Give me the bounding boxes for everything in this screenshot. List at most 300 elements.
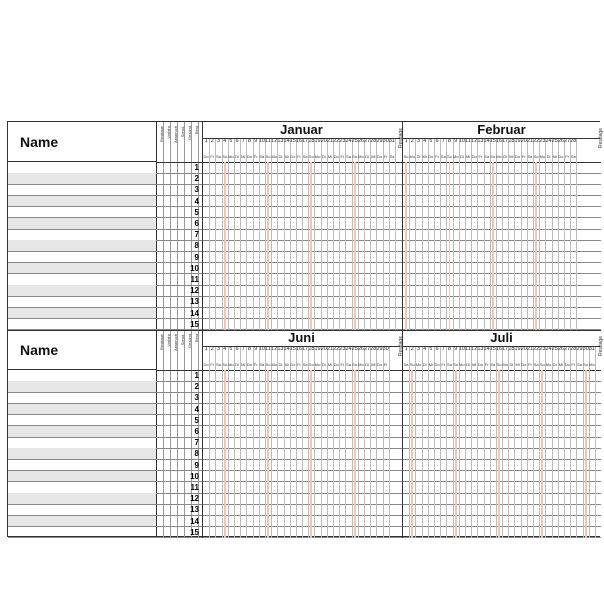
day-column-line <box>453 346 454 538</box>
day-column-line <box>484 138 485 330</box>
weekday-label: Mo <box>539 154 546 159</box>
weekday-label: Mi <box>371 362 376 367</box>
sunday-column <box>310 162 312 330</box>
day-number: 9 <box>454 346 458 352</box>
day-number: 4 <box>223 138 227 144</box>
day-number: 3 <box>416 138 420 144</box>
day-number: 28 <box>570 138 577 144</box>
day-number: 16 <box>495 138 503 144</box>
day-number: 28 <box>370 138 377 144</box>
day-number: 19 <box>514 138 521 144</box>
sunday-column <box>224 162 226 330</box>
day-number: 8 <box>447 138 451 144</box>
day-column-line <box>539 138 540 330</box>
weekday-label: So <box>539 362 545 367</box>
month-januar <box>202 122 400 330</box>
day-number: 4 <box>223 346 227 352</box>
weekday-label: Sa <box>346 362 351 367</box>
day-column-line <box>465 346 466 538</box>
stat-column-label: Sonst. <box>180 334 185 346</box>
weekday-label: Fr <box>383 362 388 367</box>
day-number: 14 <box>283 346 290 352</box>
day-number: 11 <box>465 346 471 352</box>
day-column-line <box>558 138 559 330</box>
day-column-line <box>465 138 466 330</box>
day-number: 5 <box>429 346 433 352</box>
day-number: 21 <box>326 346 334 352</box>
row-number: 5 <box>194 207 199 217</box>
weekday-label: Do <box>428 154 434 159</box>
day-number: 13 <box>477 346 484 352</box>
weekday-label: Mi <box>422 154 427 159</box>
day-number: 18 <box>308 138 315 144</box>
day-number: 27 <box>564 138 571 144</box>
day-number: 13 <box>277 346 284 352</box>
weekday-label: Mo <box>589 362 595 367</box>
day-number: 5 <box>229 346 233 352</box>
weekday-label: Sa <box>302 362 308 367</box>
weekday-label: Mi <box>371 154 376 159</box>
day-number: 8 <box>447 346 451 352</box>
row-number: 13 <box>190 505 199 515</box>
day-column-line <box>234 346 235 538</box>
day-number: 25 <box>551 138 558 144</box>
weekday-label: Sa <box>446 362 452 367</box>
weekday-label: So <box>265 362 271 367</box>
row-number: 11 <box>190 275 199 284</box>
day-row-rule <box>203 346 400 347</box>
weekday-label: So <box>265 154 271 159</box>
weekday-label: Do <box>564 362 570 367</box>
weekday-label: Do <box>246 362 252 367</box>
weekday-label: Mi <box>428 362 433 367</box>
day-number: 10 <box>458 346 465 352</box>
day-column-line <box>370 346 371 538</box>
weekday-label: Do <box>290 362 296 367</box>
day-number: 17 <box>302 346 309 352</box>
weekday-label: Mo <box>545 362 552 367</box>
sunday-column <box>405 162 407 330</box>
day-column-line <box>321 346 322 538</box>
day-column-line <box>352 138 353 330</box>
weekday-label: So <box>352 362 358 367</box>
day-number: 1 <box>204 138 208 144</box>
day-number: 1 <box>404 346 408 352</box>
weekday-label: Mo <box>271 154 277 159</box>
day-column-line <box>290 346 291 538</box>
row-number: 2 <box>194 174 199 184</box>
vacation-planner-sheet <box>7 121 604 537</box>
row-number: 10 <box>190 263 199 273</box>
weekday-label: Mi <box>284 154 289 159</box>
day-number: 4 <box>423 138 427 144</box>
day-number: 20 <box>320 138 327 144</box>
day-column-line <box>376 346 377 538</box>
day-number: 8 <box>247 138 251 144</box>
day-number: 29 <box>576 346 583 352</box>
weekday-label: Fr <box>340 362 345 367</box>
day-column-line <box>228 138 229 330</box>
weekday-label: Do <box>521 362 527 367</box>
weekday-label: Di <box>235 154 239 159</box>
day-number: 30 <box>582 346 589 352</box>
day-column-line <box>471 138 472 330</box>
day-column-line <box>428 138 429 330</box>
day-column-line <box>308 346 309 538</box>
day-column-line <box>253 346 254 538</box>
sunday-column <box>498 370 500 538</box>
weekday-label: So <box>222 362 228 367</box>
weekday-label: Sa <box>440 154 446 159</box>
weekday-label: Fr <box>478 154 483 159</box>
row-number: 4 <box>194 196 199 206</box>
day-number: 14 <box>483 138 490 144</box>
day-column-line <box>570 346 571 538</box>
day-number: 24 <box>345 346 352 352</box>
weekday-label: Mo <box>271 362 277 367</box>
day-column-line <box>314 346 315 538</box>
day-column-line <box>215 138 216 330</box>
stat-column-label: Resttage <box>159 334 164 351</box>
weekday-label: Do <box>333 154 339 159</box>
day-number: 7 <box>441 346 445 352</box>
day-column-line <box>545 138 546 330</box>
day-column-line <box>490 138 491 330</box>
day-number: 18 <box>308 346 315 352</box>
day-column-line <box>277 138 278 330</box>
day-column-line <box>246 346 247 538</box>
day-number: 7 <box>441 138 445 144</box>
day-number: 14 <box>483 346 490 352</box>
day-column-line <box>440 346 441 538</box>
planner-block <box>8 330 604 538</box>
day-number: 22 <box>533 138 540 144</box>
day-number: 2 <box>210 138 214 144</box>
day-number: 16 <box>295 138 303 144</box>
day-number: 7 <box>241 138 245 144</box>
weekday-label: Mo <box>496 154 502 159</box>
day-column-line <box>564 138 565 330</box>
weekday-label: Sa <box>570 154 576 159</box>
weekday-label: Di <box>278 362 283 367</box>
month-title: Januar <box>280 122 323 137</box>
day-number: 11 <box>265 346 271 352</box>
block-divider <box>8 330 601 331</box>
day-column-line <box>395 138 396 330</box>
day-column-line <box>490 346 491 538</box>
weekday-label: So <box>446 154 452 159</box>
day-number: 11 <box>265 138 271 144</box>
sunday-column <box>492 162 494 330</box>
day-number: 6 <box>435 346 439 352</box>
day-number: 15 <box>289 138 296 144</box>
day-column-line <box>345 346 346 538</box>
weekday-label: So <box>453 362 459 367</box>
day-column-line <box>383 138 384 330</box>
day-number: 22 <box>333 346 340 352</box>
weekday-label: Do <box>477 362 483 367</box>
weekday-label: Fr <box>340 154 345 159</box>
rest-column-label: Resttage <box>398 128 404 149</box>
row-number: 8 <box>194 449 199 459</box>
day-column-line <box>434 138 435 330</box>
weekday-label: So <box>490 154 496 159</box>
stat-column-label: Anspruch <box>173 334 178 351</box>
stat-column-label: Sonst. <box>180 126 185 138</box>
day-number: 16 <box>295 346 303 352</box>
day-column-line <box>409 138 410 330</box>
weekday-label: Do <box>246 154 252 159</box>
day-column-line <box>453 138 454 330</box>
day-number: 20 <box>520 346 527 352</box>
row-number: 6 <box>194 219 199 228</box>
rest-column-label: Resttage <box>398 336 404 357</box>
day-number: 22 <box>333 138 340 144</box>
month-title: Juni <box>288 330 315 345</box>
day-column-line <box>284 138 285 330</box>
row-number: 3 <box>194 393 199 403</box>
day-number: 12 <box>271 346 278 352</box>
weekday-label: Mi <box>327 154 333 159</box>
day-row-rule <box>203 138 400 139</box>
day-number: 16 <box>495 346 503 352</box>
day-number: 6 <box>235 138 239 144</box>
row-number: 7 <box>194 230 199 240</box>
sunday-column <box>310 370 312 538</box>
day-column-line <box>502 346 503 538</box>
day-number: 6 <box>235 346 239 352</box>
day-number: 7 <box>241 346 245 352</box>
day-number: 17 <box>302 138 309 144</box>
weekday-label: Mo <box>228 154 234 159</box>
weekday-label: Mi <box>465 154 471 159</box>
weekday-label: Sa <box>259 154 265 159</box>
day-column-line <box>246 138 247 330</box>
weekday-label: Sa <box>346 154 351 159</box>
day-number: 12 <box>271 138 278 144</box>
day-column-line <box>459 138 460 330</box>
weekday-label: Di <box>365 154 370 159</box>
day-column-line <box>222 346 223 538</box>
weekday-label: So <box>222 154 228 159</box>
weekday-label: Fr <box>210 362 215 367</box>
weekday-label: Fr <box>253 154 258 159</box>
weekday-label: Di <box>466 362 470 367</box>
stat-column-label: Resttage <box>159 126 164 143</box>
weekday-label: Sa <box>533 362 539 367</box>
weekday-label: Mi <box>509 154 514 159</box>
day-number: 27 <box>364 138 371 144</box>
weekday-label: Mi <box>241 154 246 159</box>
day-number: 9 <box>254 346 258 352</box>
weekday-label: Fr <box>528 362 532 367</box>
day-number: 18 <box>508 138 515 144</box>
day-number: 10 <box>458 138 465 144</box>
sunday-column <box>354 162 356 330</box>
weekday-label: Di <box>321 154 326 159</box>
day-column-line <box>422 138 423 330</box>
row-number: 5 <box>194 415 199 425</box>
weekday-label: Fr <box>435 154 439 159</box>
day-column-line <box>576 138 577 330</box>
day-column-line <box>228 346 229 538</box>
day-column-line <box>296 346 297 538</box>
day-row-rule <box>403 138 600 139</box>
sunday-column <box>535 162 537 330</box>
day-column-line <box>570 138 571 330</box>
weekday-label: Do <box>376 362 383 367</box>
month-februar <box>402 122 600 330</box>
day-number: 8 <box>247 346 251 352</box>
weekday-label: Sa <box>527 154 533 159</box>
day-number: 14 <box>283 138 290 144</box>
day-column-line <box>527 346 528 538</box>
month-title: Februar <box>477 122 526 137</box>
day-number: 23 <box>539 138 546 144</box>
day-column-line <box>333 138 334 330</box>
day-column-line <box>477 138 478 330</box>
day-column-line <box>496 138 497 330</box>
day-column-line <box>583 346 584 538</box>
day-number: 2 <box>410 346 414 352</box>
day-number: 9 <box>454 138 458 144</box>
weekday-label: So <box>352 154 358 159</box>
day-column-line <box>415 346 416 538</box>
day-column-line <box>459 346 460 538</box>
day-number: 24 <box>545 346 552 352</box>
day-number: 24 <box>545 138 552 144</box>
day-column-line <box>558 346 559 538</box>
day-column-line <box>508 138 509 330</box>
sunday-column <box>541 370 543 538</box>
day-column-line <box>527 138 528 330</box>
stat-column-label: Rest <box>194 126 199 135</box>
weekday-label: Mo <box>314 362 321 367</box>
day-number: 6 <box>435 138 439 144</box>
day-column-line <box>446 346 447 538</box>
day-column-line <box>339 138 340 330</box>
day-number: 26 <box>557 138 564 144</box>
day-number: 24 <box>345 138 352 144</box>
day-column-line <box>446 138 447 330</box>
day-column-line <box>259 138 260 330</box>
day-column-line <box>259 346 260 538</box>
weekday-label: So <box>496 362 502 367</box>
day-column-line <box>290 138 291 330</box>
day-number: 2 <box>410 138 414 144</box>
day-number: 29 <box>376 346 383 352</box>
day-column-line <box>333 346 334 538</box>
row-number: 1 <box>194 163 199 172</box>
day-column-line <box>409 346 410 538</box>
day-column-line <box>284 346 285 538</box>
day-number: 20 <box>320 346 327 352</box>
day-column-line <box>508 346 509 538</box>
day-number: 11 <box>465 138 471 144</box>
day-column-line <box>265 346 266 538</box>
stat-column-label: Vorjahr <box>166 334 171 347</box>
row-number: 13 <box>190 297 199 307</box>
day-number: 29 <box>376 138 383 144</box>
day-column-line <box>434 346 435 538</box>
sunday-column <box>449 162 451 330</box>
day-column-line <box>496 346 497 538</box>
sunday-column <box>411 370 413 538</box>
day-number: 10 <box>258 138 265 144</box>
day-number: 3 <box>216 346 220 352</box>
day-number: 15 <box>489 346 496 352</box>
day-column-line <box>552 346 553 538</box>
weekday-label: Di <box>546 154 551 159</box>
day-number: 4 <box>423 346 427 352</box>
weekday-label: Do <box>203 154 209 159</box>
day-number: 26 <box>557 346 564 352</box>
row-number: 3 <box>194 185 199 195</box>
row-number: 1 <box>194 371 199 380</box>
day-column-line <box>564 346 565 538</box>
day-number: 21 <box>526 346 534 352</box>
weekday-label: Sa <box>216 154 221 159</box>
day-column-line <box>296 138 297 330</box>
day-number: 21 <box>326 138 334 144</box>
weekday-label: Sa <box>577 362 582 367</box>
weekday-label: Di <box>552 362 557 367</box>
rest-column-label: Resttage <box>598 128 604 149</box>
weekday-label: Di <box>235 362 239 367</box>
day-number: 25 <box>351 138 358 144</box>
day-column-line <box>415 138 416 330</box>
row-number: 12 <box>190 494 199 504</box>
day-column-line <box>383 346 384 538</box>
day-number: 26 <box>357 138 364 144</box>
weekday-label: Di <box>503 154 508 159</box>
day-number: 25 <box>351 346 358 352</box>
day-number: 23 <box>539 346 546 352</box>
day-column-line <box>552 138 553 330</box>
day-number: 13 <box>477 138 484 144</box>
day-number: 19 <box>514 346 521 352</box>
day-column-line <box>345 138 346 330</box>
weekday-label: Fr <box>484 362 489 367</box>
name-column-title: Name <box>20 342 59 358</box>
weekday-label: Di <box>422 362 427 367</box>
day-column-line <box>358 346 359 538</box>
weekday-label: Fr <box>441 362 446 367</box>
weekday-label: Di <box>416 154 421 159</box>
weekday-label: Mo <box>459 362 465 367</box>
sunday-column <box>267 162 269 330</box>
day-column-line <box>440 138 441 330</box>
day-column-line <box>533 138 534 330</box>
weekday-label: So <box>308 154 314 159</box>
weekday-label: Sa <box>259 362 265 367</box>
sunday-column <box>267 370 269 538</box>
stat-column-label: Gesamt <box>187 334 192 349</box>
day-column-line <box>539 346 540 538</box>
name-header <box>8 330 156 370</box>
day-column-line <box>265 138 266 330</box>
weekday-label: Sa <box>302 154 308 159</box>
name-header <box>8 122 156 162</box>
day-number: 22 <box>533 346 540 352</box>
weekday-label: Fr <box>571 362 576 367</box>
row-number: 8 <box>194 241 199 251</box>
weekday-label: Mi <box>241 362 246 367</box>
day-column-line <box>327 138 328 330</box>
row-number: 15 <box>190 527 199 537</box>
weekday-label: Sa <box>490 362 496 367</box>
day-column-line <box>364 138 365 330</box>
